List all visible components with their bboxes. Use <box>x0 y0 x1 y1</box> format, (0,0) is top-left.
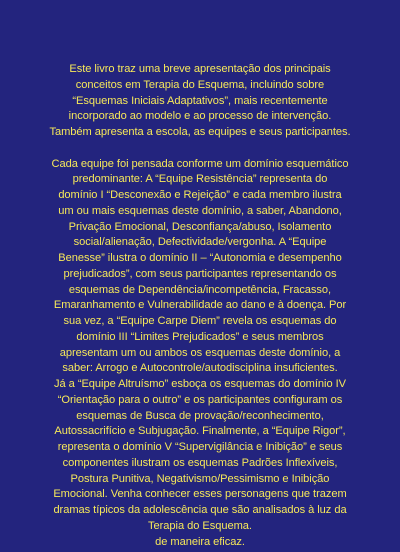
text-line: sua vez, a “Equipe Carpe Diem” revela os esquemas do <box>63 315 337 327</box>
text-line: “Orientação para o outro” e os participantes configuram os <box>57 393 343 406</box>
teams-paragraph <box>0 157 400 551</box>
text-line: esquemas de Dependência/incompetência, Fracasso, <box>68 283 332 296</box>
text-line: social/alienação, Defectividade/vergonha. A “Equipe <box>73 236 327 249</box>
text-line: Terapia do Esquema. <box>148 519 252 532</box>
text-line: dramas típicos da adolescência que são analisados à luz da <box>53 504 347 516</box>
text-line: de maneira eficaz. <box>155 535 245 548</box>
text-line: Privação Emocional, Desconfiança/abuso, Isolamento <box>68 220 332 233</box>
text-line: esquemas de Busca de provação/reconhecimento, <box>76 409 324 422</box>
text-line: Cada equipe foi pensada conforme um domínio esquemático <box>51 157 349 170</box>
text-line: Emaranhamento e Vulnerabilidade ao dano e à doença. Por <box>53 299 347 312</box>
text-line: domínio I “Desconexão e Rejeição” e cada membro ilustra <box>58 189 342 201</box>
text-line: predominante: A “Equipe Resistência” representa do <box>72 173 328 186</box>
text-line: Este livro traz uma breve apresentação dos principais <box>69 63 331 75</box>
text-line: Emocional. Venha conhecer esses personagens que trazem <box>53 488 347 501</box>
synopsis-text <box>0 62 400 550</box>
text-line: apresentam um ou ambos os esquemas deste domínio, a <box>59 346 341 359</box>
text-line: representa o domínio V “Supervigilância e Inibição” e seus <box>57 441 343 453</box>
text-line: Também apresenta a escola, as equipes e seus participantes. <box>49 126 351 138</box>
text-line: Postura Punitiva, Negativismo/Pessimismo e Inibição <box>70 472 330 485</box>
text-line: saber: Arrogo e Autocontrole/autodisciplina insuficientes. <box>62 362 338 375</box>
text-line: prejudicados”, com seus participantes representando os <box>63 267 337 280</box>
text-line: domínio III “Limites Prejudicados” e seus membros <box>76 330 324 343</box>
text-line: componentes ilustram os esquemas Padrões Inflexíveis, <box>62 456 338 469</box>
text-line: incorporado ao modelo e ao processo de intervenção. <box>68 110 332 123</box>
text-line: um ou mais esquemas deste domínio, a saber, Abandono, <box>58 204 342 217</box>
text-line: Autossacrifício e Subjugação. Finalmente, a “Equipe Rigor”, <box>54 425 346 438</box>
text-line: Benesse” ilustra o domínio II – “Autonomia e desempenho <box>58 252 342 264</box>
text-line: conceitos em Terapia do Esquema, incluindo sobre <box>75 78 325 91</box>
intro-paragraph <box>0 62 400 141</box>
paragraph-spacer <box>0 141 400 157</box>
text-line: “Esquemas Iniciais Adaptativos”, mais recentemente <box>72 94 328 107</box>
text-line: Já a “Equipe Altruísmo” esboça os esquemas do domínio IV <box>54 378 346 390</box>
